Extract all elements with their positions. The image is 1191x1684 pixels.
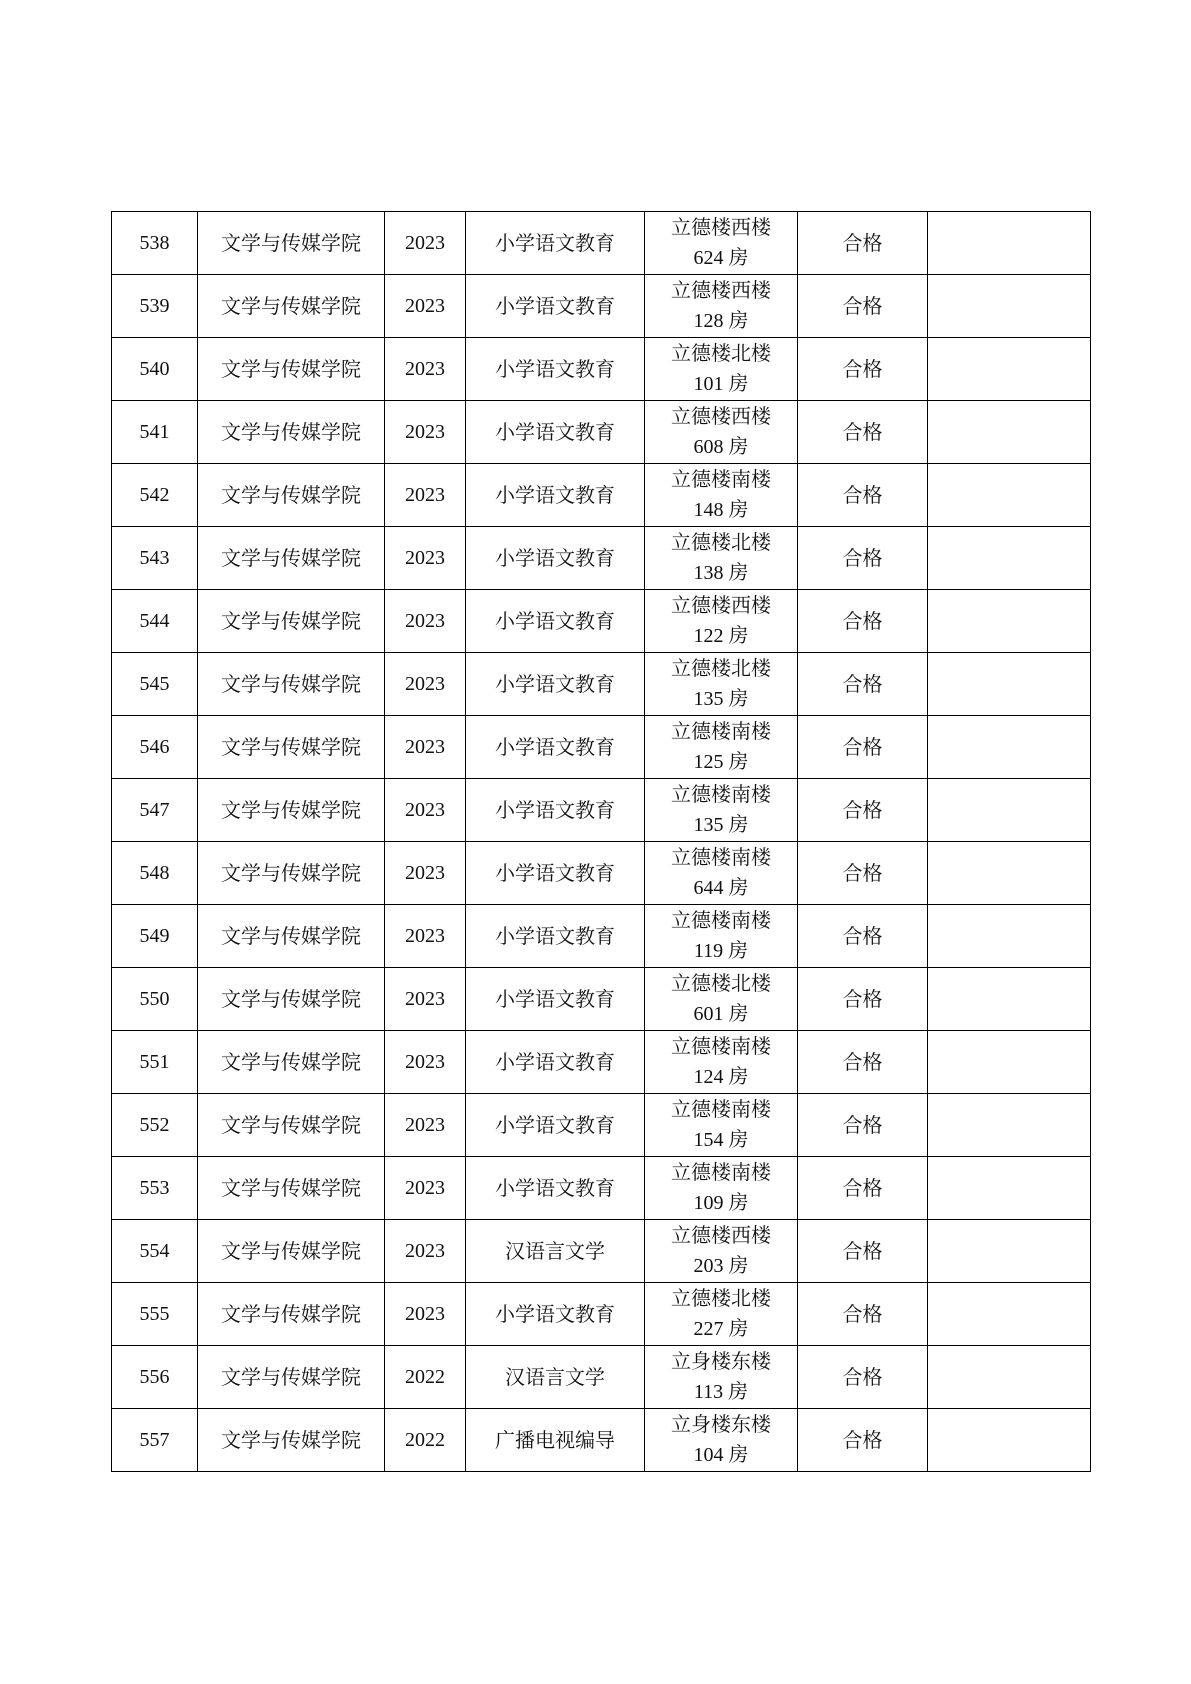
year-cell: 2023: [385, 275, 466, 338]
location-building: 立德楼南楼: [671, 782, 771, 806]
row-number-cell: 541: [112, 401, 198, 464]
location-room: 125 房: [693, 751, 749, 773]
major-cell: 广播电视编导: [466, 1409, 645, 1472]
table-row: [112, 401, 1091, 464]
location-cell: [645, 842, 798, 905]
location-room: 601 房: [693, 1003, 749, 1025]
location-cell: [645, 1094, 798, 1157]
college-cell: 文学与传媒学院: [198, 968, 385, 1031]
year-cell: 2023: [385, 527, 466, 590]
major-cell: 小学语文教育: [466, 1031, 645, 1094]
year-cell: 2023: [385, 968, 466, 1031]
year-cell: 2023: [385, 653, 466, 716]
result-cell: 合格: [798, 275, 928, 338]
table-row: [112, 779, 1091, 842]
location-cell: [645, 338, 798, 401]
note-cell: [928, 527, 1091, 590]
location-room: 135 房: [693, 688, 749, 710]
year-cell: 2023: [385, 401, 466, 464]
row-number-cell: 542: [112, 464, 198, 527]
major-cell: 小学语文教育: [466, 338, 645, 401]
location-cell: [645, 653, 798, 716]
row-number-cell: 545: [112, 653, 198, 716]
location-cell: [645, 1409, 798, 1472]
location-cell: [645, 905, 798, 968]
year-cell: 2023: [385, 1094, 466, 1157]
note-cell: [928, 1094, 1091, 1157]
year-cell: 2023: [385, 1157, 466, 1220]
note-cell: [928, 401, 1091, 464]
note-cell: [928, 1220, 1091, 1283]
location-cell: [645, 1220, 798, 1283]
location-building: 立德楼西楼: [671, 404, 771, 428]
result-cell: 合格: [798, 716, 928, 779]
location-building: 立德楼西楼: [671, 215, 771, 239]
note-cell: [928, 338, 1091, 401]
table-row: [112, 1094, 1091, 1157]
location-building: 立德楼南楼: [671, 908, 771, 932]
college-cell: 文学与传媒学院: [198, 842, 385, 905]
location-room: 227 房: [693, 1318, 749, 1340]
row-number-cell: 551: [112, 1031, 198, 1094]
note-cell: [928, 212, 1091, 275]
location-building: 立德楼南楼: [671, 467, 771, 491]
location-room: 128 房: [693, 310, 749, 332]
row-number-cell: 546: [112, 716, 198, 779]
year-cell: 2023: [385, 1283, 466, 1346]
college-cell: 文学与传媒学院: [198, 1409, 385, 1472]
result-cell: 合格: [798, 1283, 928, 1346]
location-cell: [645, 212, 798, 275]
location-room: 119 房: [693, 940, 749, 962]
table-row: [112, 212, 1091, 275]
row-number-cell: 555: [112, 1283, 198, 1346]
year-cell: 2023: [385, 1031, 466, 1094]
year-cell: 2023: [385, 842, 466, 905]
location-cell: [645, 275, 798, 338]
major-cell: 小学语文教育: [466, 590, 645, 653]
table-row: [112, 1283, 1091, 1346]
college-cell: 文学与传媒学院: [198, 527, 385, 590]
location-cell: [645, 464, 798, 527]
table-row: [112, 1409, 1091, 1472]
location-room: 148 房: [693, 499, 749, 521]
row-number-cell: 538: [112, 212, 198, 275]
table-row: [112, 338, 1091, 401]
major-cell: 小学语文教育: [466, 1283, 645, 1346]
note-cell: [928, 590, 1091, 653]
location-building: 立德楼西楼: [671, 593, 771, 617]
row-number-cell: 547: [112, 779, 198, 842]
note-cell: [928, 779, 1091, 842]
college-cell: 文学与传媒学院: [198, 1220, 385, 1283]
table-row: [112, 275, 1091, 338]
year-cell: 2023: [385, 716, 466, 779]
table-row: [112, 905, 1091, 968]
major-cell: 小学语文教育: [466, 716, 645, 779]
note-cell: [928, 716, 1091, 779]
result-cell: 合格: [798, 464, 928, 527]
college-cell: 文学与传媒学院: [198, 1283, 385, 1346]
result-cell: 合格: [798, 1094, 928, 1157]
table-row: [112, 464, 1091, 527]
major-cell: 小学语文教育: [466, 779, 645, 842]
location-room: 124 房: [693, 1066, 749, 1088]
location-room: 104 房: [693, 1444, 749, 1466]
location-room: 608 房: [693, 436, 749, 458]
college-cell: 文学与传媒学院: [198, 212, 385, 275]
college-cell: 文学与传媒学院: [198, 1157, 385, 1220]
location-cell: [645, 1283, 798, 1346]
table-body: [112, 212, 1091, 1472]
year-cell: 2022: [385, 1409, 466, 1472]
row-number-cell: 539: [112, 275, 198, 338]
location-room: 154 房: [693, 1129, 749, 1151]
college-cell: 文学与传媒学院: [198, 1031, 385, 1094]
result-cell: 合格: [798, 1031, 928, 1094]
location-cell: [645, 1031, 798, 1094]
location-building: 立德楼北楼: [671, 971, 771, 995]
row-number-cell: 549: [112, 905, 198, 968]
location-room: 135 房: [693, 814, 749, 836]
result-cell: 合格: [798, 842, 928, 905]
year-cell: 2023: [385, 212, 466, 275]
location-building: 立德楼南楼: [671, 1160, 771, 1184]
note-cell: [928, 464, 1091, 527]
location-room: 624 房: [693, 247, 749, 269]
year-cell: 2023: [385, 779, 466, 842]
location-cell: [645, 1346, 798, 1409]
note-cell: [928, 1283, 1091, 1346]
table-row: [112, 842, 1091, 905]
result-cell: 合格: [798, 1220, 928, 1283]
note-cell: [928, 275, 1091, 338]
note-cell: [928, 1031, 1091, 1094]
table-row: [112, 716, 1091, 779]
row-number-cell: 543: [112, 527, 198, 590]
major-cell: 汉语言文学: [466, 1220, 645, 1283]
location-building: 立德楼西楼: [671, 1223, 771, 1247]
result-cell: 合格: [798, 527, 928, 590]
year-cell: 2022: [385, 1346, 466, 1409]
year-cell: 2023: [385, 905, 466, 968]
year-cell: 2023: [385, 590, 466, 653]
result-cell: 合格: [798, 779, 928, 842]
location-room: 113 房: [693, 1381, 749, 1403]
location-building: 立德楼北楼: [671, 656, 771, 680]
location-building: 立德楼北楼: [671, 341, 771, 365]
location-building: 立德楼西楼: [671, 278, 771, 302]
college-cell: 文学与传媒学院: [198, 275, 385, 338]
table-row: [112, 1220, 1091, 1283]
result-cell: 合格: [798, 1409, 928, 1472]
row-number-cell: 548: [112, 842, 198, 905]
major-cell: 小学语文教育: [466, 842, 645, 905]
table-row: [112, 653, 1091, 716]
major-cell: 小学语文教育: [466, 527, 645, 590]
result-cell: 合格: [798, 968, 928, 1031]
location-cell: [645, 527, 798, 590]
major-cell: 小学语文教育: [466, 968, 645, 1031]
row-number-cell: 550: [112, 968, 198, 1031]
college-cell: 文学与传媒学院: [198, 1346, 385, 1409]
college-cell: 文学与传媒学院: [198, 590, 385, 653]
college-cell: 文学与传媒学院: [198, 464, 385, 527]
location-room: 101 房: [693, 373, 749, 395]
row-number-cell: 540: [112, 338, 198, 401]
location-room: 203 房: [693, 1255, 749, 1277]
row-number-cell: 554: [112, 1220, 198, 1283]
year-cell: 2023: [385, 1220, 466, 1283]
location-building: 立德楼南楼: [671, 845, 771, 869]
college-cell: 文学与传媒学院: [198, 779, 385, 842]
location-cell: [645, 590, 798, 653]
table-row: [112, 527, 1091, 590]
result-cell: 合格: [798, 212, 928, 275]
location-building: 立德楼北楼: [671, 1286, 771, 1310]
result-cell: 合格: [798, 653, 928, 716]
major-cell: 汉语言文学: [466, 1346, 645, 1409]
note-cell: [928, 842, 1091, 905]
major-cell: 小学语文教育: [466, 401, 645, 464]
note-cell: [928, 968, 1091, 1031]
college-cell: 文学与传媒学院: [198, 401, 385, 464]
table-row: [112, 968, 1091, 1031]
major-cell: 小学语文教育: [466, 212, 645, 275]
location-cell: [645, 401, 798, 464]
table-row: [112, 1346, 1091, 1409]
row-number-cell: 556: [112, 1346, 198, 1409]
location-room: 138 房: [693, 562, 749, 584]
location-room: 109 房: [693, 1192, 749, 1214]
major-cell: 小学语文教育: [466, 1094, 645, 1157]
note-cell: [928, 653, 1091, 716]
location-cell: [645, 968, 798, 1031]
location-building: 立德楼南楼: [671, 1034, 771, 1058]
location-cell: [645, 1157, 798, 1220]
major-cell: 小学语文教育: [466, 464, 645, 527]
college-cell: 文学与传媒学院: [198, 1094, 385, 1157]
location-building: 立德楼北楼: [671, 530, 771, 554]
location-room: 122 房: [693, 625, 749, 647]
result-cell: 合格: [798, 1157, 928, 1220]
location-building: 立德楼南楼: [671, 719, 771, 743]
year-cell: 2023: [385, 338, 466, 401]
result-cell: 合格: [798, 401, 928, 464]
college-cell: 文学与传媒学院: [198, 716, 385, 779]
note-cell: [928, 1409, 1091, 1472]
inspection-results-table: [111, 211, 1091, 1472]
major-cell: 小学语文教育: [466, 275, 645, 338]
row-number-cell: 557: [112, 1409, 198, 1472]
table-row: [112, 590, 1091, 653]
result-cell: 合格: [798, 590, 928, 653]
year-cell: 2023: [385, 464, 466, 527]
location-cell: [645, 779, 798, 842]
result-cell: 合格: [798, 338, 928, 401]
row-number-cell: 552: [112, 1094, 198, 1157]
location-building: 立身楼东楼: [671, 1349, 771, 1373]
row-number-cell: 544: [112, 590, 198, 653]
college-cell: 文学与传媒学院: [198, 338, 385, 401]
location-building: 立德楼南楼: [671, 1097, 771, 1121]
result-cell: 合格: [798, 905, 928, 968]
note-cell: [928, 1346, 1091, 1409]
college-cell: 文学与传媒学院: [198, 653, 385, 716]
major-cell: 小学语文教育: [466, 653, 645, 716]
location-room: 644 房: [693, 877, 749, 899]
table-row: [112, 1031, 1091, 1094]
note-cell: [928, 1157, 1091, 1220]
major-cell: 小学语文教育: [466, 1157, 645, 1220]
location-cell: [645, 716, 798, 779]
location-building: 立身楼东楼: [671, 1412, 771, 1436]
table-row: [112, 1157, 1091, 1220]
row-number-cell: 553: [112, 1157, 198, 1220]
college-cell: 文学与传媒学院: [198, 905, 385, 968]
note-cell: [928, 905, 1091, 968]
major-cell: 小学语文教育: [466, 905, 645, 968]
result-cell: 合格: [798, 1346, 928, 1409]
